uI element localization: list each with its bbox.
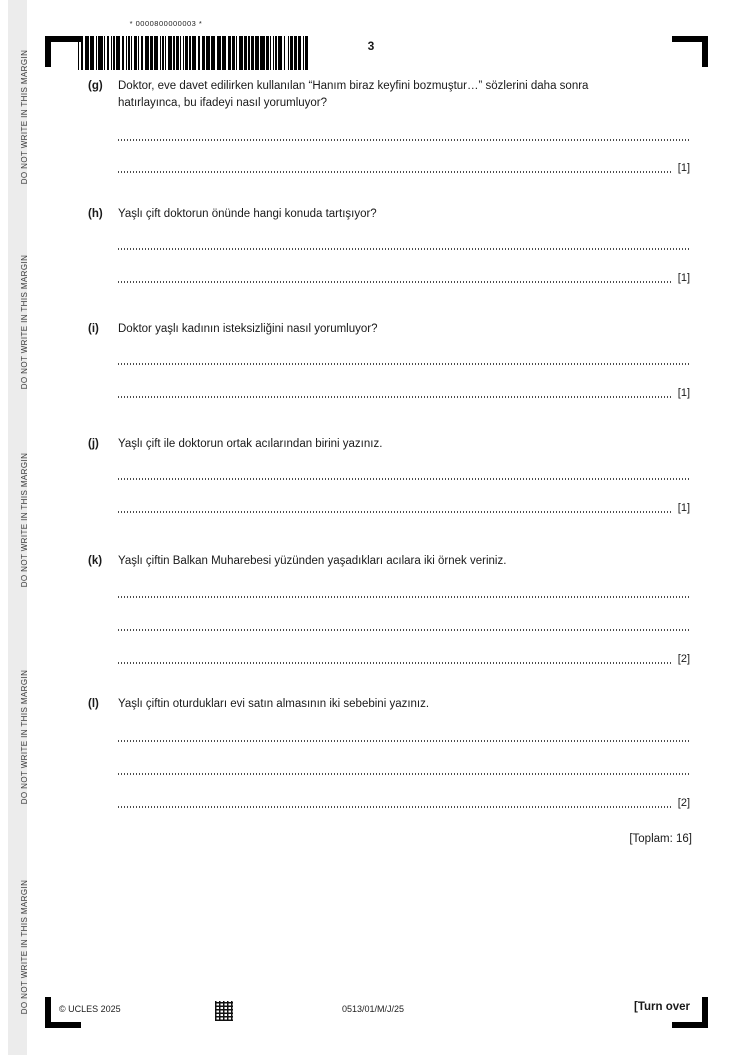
answer-line bbox=[118, 352, 690, 366]
answer-line bbox=[118, 618, 690, 632]
question-text: Yaşlı çiftin oturdukları evi satın almasının iki sebebini yazınız. bbox=[118, 698, 430, 710]
answer-line bbox=[118, 237, 690, 251]
question-text: Yaşlı çiftin Balkan Muharebesi yüzünden yaşadıkları acılara iki örnek veriniz. bbox=[118, 555, 507, 567]
answer-line bbox=[118, 762, 690, 776]
marks-badge: [2] bbox=[677, 653, 690, 665]
barcode-number: * 0000800000003 * bbox=[129, 19, 203, 28]
marks-badge: [1] bbox=[677, 162, 690, 174]
dotted-line bbox=[118, 596, 690, 598]
question-label: (i) bbox=[88, 323, 99, 335]
corner-mark-top-right bbox=[672, 36, 708, 67]
copyright-text: © UCLES 2025 bbox=[59, 1004, 121, 1014]
question-label: (h) bbox=[88, 208, 103, 220]
barcode bbox=[78, 36, 311, 70]
margin-text: DO NOT WRITE IN THIS MARGIN bbox=[20, 879, 29, 1015]
question-block-g bbox=[88, 78, 690, 183]
qr-code bbox=[215, 1001, 233, 1021]
question-text: Yaşlı çift ile doktorun ortak acılarından birini yazınız. bbox=[118, 438, 383, 450]
page-number: 3 bbox=[367, 39, 375, 53]
dotted-line bbox=[118, 773, 690, 775]
margin-text: DO NOT WRITE IN THIS MARGIN bbox=[20, 452, 29, 588]
question-label: (l) bbox=[88, 698, 99, 710]
dotted-line bbox=[118, 806, 671, 808]
margin-text: DO NOT WRITE IN THIS MARGIN bbox=[20, 254, 29, 390]
marks-badge: [2] bbox=[677, 797, 690, 809]
question-block-h bbox=[88, 206, 690, 291]
marks-badge: [1] bbox=[677, 387, 690, 399]
question-block-i bbox=[88, 321, 690, 406]
answer-line bbox=[118, 795, 690, 809]
dotted-line bbox=[118, 363, 690, 365]
marks-badge: [1] bbox=[677, 502, 690, 514]
question-block-l bbox=[88, 696, 690, 814]
dotted-line bbox=[118, 139, 690, 141]
answer-line bbox=[118, 270, 690, 284]
question-block-k bbox=[88, 553, 690, 671]
answer-line bbox=[118, 160, 690, 174]
paper-code: 0513/01/M/J/25 bbox=[341, 1004, 405, 1014]
dotted-line bbox=[118, 396, 671, 398]
marks-badge: [1] bbox=[677, 272, 690, 284]
answer-line bbox=[118, 128, 690, 142]
question-text: Doktor, eve davet edilirken kullanılan “Hanım biraz keyfini bozmuştur…” sözlerini daha sonra hatırlayınca, bu ifadeyi nasıl yorumluyor? bbox=[118, 80, 589, 109]
dotted-line bbox=[118, 662, 671, 664]
answer-line bbox=[118, 585, 690, 599]
margin-text: DO NOT WRITE IN THIS MARGIN bbox=[20, 49, 29, 185]
dotted-line bbox=[118, 478, 690, 480]
margin-strip bbox=[8, 0, 27, 1055]
dotted-line bbox=[118, 629, 690, 631]
question-label: (k) bbox=[88, 555, 103, 567]
question-label: (j) bbox=[88, 438, 99, 450]
question-text: Doktor yaşlı kadının isteksizliğini nasıl yorumluyor? bbox=[118, 323, 378, 335]
answer-line bbox=[118, 500, 690, 514]
question-block-j bbox=[88, 436, 690, 521]
dotted-line bbox=[118, 248, 690, 250]
dotted-line bbox=[118, 511, 671, 513]
answer-line bbox=[118, 467, 690, 481]
corner-mark-top-left bbox=[45, 36, 81, 67]
total-marks-label: [Toplam: 16] bbox=[629, 833, 692, 845]
dotted-line bbox=[118, 171, 671, 173]
question-text: Yaşlı çift doktorun önünde hangi konuda tartışıyor? bbox=[118, 208, 377, 220]
question-label: (g) bbox=[88, 80, 103, 92]
dotted-line bbox=[118, 740, 690, 742]
margin-text: DO NOT WRITE IN THIS MARGIN bbox=[20, 669, 29, 805]
turn-over-label: [Turn over bbox=[633, 1001, 690, 1013]
answer-line bbox=[118, 729, 690, 743]
answer-line bbox=[118, 385, 690, 399]
dotted-line bbox=[118, 281, 671, 283]
answer-line bbox=[118, 651, 690, 665]
